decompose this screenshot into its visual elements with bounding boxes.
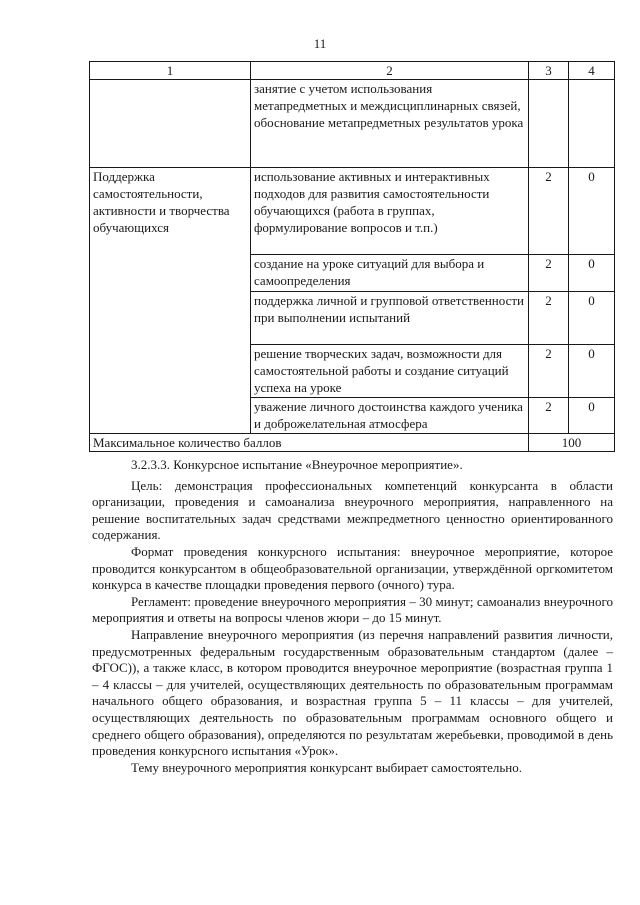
criteria-table — [89, 61, 615, 452]
total-label: Максимальное количество баллов — [90, 434, 529, 452]
indicator-cell: поддержка личной и групповой ответственности при выполнении испытаний — [251, 292, 529, 345]
max-score-cell: 2 — [529, 168, 569, 255]
paragraph-format: Формат проведения конкурсного испытания: внеурочное мероприятие, которое проводится конкурсантом в общеобразовательной организации, утверждённой оргкомитетом конкурса в качестве площадки проведения первого (очного) тура. — [92, 543, 613, 593]
total-value: 100 — [529, 434, 615, 452]
paragraph-regulation: Регламент: проведение внеурочного мероприятия – 30 минут; самоанализ внеурочного мероприятия и ответы на вопросы членов жюри – до 15 минут. — [92, 593, 613, 626]
min-score-cell: 0 — [569, 255, 615, 292]
header-col-4: 4 — [569, 62, 615, 80]
max-score-cell: 2 — [529, 398, 569, 434]
indicator-cell: решение творческих задач, возможности для самостоятельной работы и создание ситуаций успеха на уроке — [251, 345, 529, 398]
table-row — [90, 168, 615, 255]
criterion-cell: Поддержка самостоятельности, активности и творчества обучающихся — [90, 168, 251, 434]
criterion-cell-empty — [90, 80, 251, 168]
paragraph-direction: Направление внеурочного мероприятия (из перечня направлений развития личности, предусмотренных федеральным государственным образовательным стандартом (далее – ФГОС)), а также класс, в котором проводится внеурочное мероприятие (возрастная группа 1 – 4 классы – для учителей, осуществляющих деятельность по образовательным программам начального общего образования, и возрастная группа 5 – 11 классы – для учителей, осуществляющих деятельность по образовательным программам основного общего и среднего общего образования), определяются по результатам жеребьевки, проводимой в день проведения конкурсного испытания «Урок». — [92, 626, 613, 759]
indicator-cell: занятие с учетом использования метапредметных и междисциплинарных связей, обоснование метапредметных результатов урока — [251, 80, 529, 168]
indicator-cell: использование активных и интерактивных подходов для развития самостоятельности обучающихся (работа в группах, формулирование вопросов и т.п.) — [251, 168, 529, 255]
min-score-cell: 0 — [569, 398, 615, 434]
indicator-cell: уважение личного достоинства каждого ученика и доброжелательная атмосфера — [251, 398, 529, 434]
paragraph-goal: Цель: демонстрация профессиональных компетенций конкурсанта в области организации, проведения и самоанализа внеурочного мероприятия, направленного на решение воспитательных задач средствами межпредметного ценностно ориентированного содержания. — [92, 477, 613, 543]
min-score-cell: 0 — [569, 292, 615, 345]
max-score-cell — [529, 80, 569, 168]
table-row — [90, 80, 615, 168]
total-row — [90, 434, 615, 452]
max-score-cell: 2 — [529, 255, 569, 292]
indicator-cell: создание на уроке ситуаций для выбора и самоопределения — [251, 255, 529, 292]
header-col-1: 1 — [90, 62, 251, 80]
max-score-cell: 2 — [529, 292, 569, 345]
min-score-cell: 0 — [569, 168, 615, 255]
header-col-2: 2 — [251, 62, 529, 80]
header-col-3: 3 — [529, 62, 569, 80]
paragraph-topic: Тему внеурочного мероприятия конкурсант выбирает самостоятельно. — [131, 759, 522, 775]
table-header-row — [90, 62, 615, 80]
min-score-cell — [569, 80, 615, 168]
page-number: 11 — [313, 36, 327, 51]
min-score-cell: 0 — [569, 345, 615, 398]
body-text — [92, 457, 613, 776]
max-score-cell: 2 — [529, 345, 569, 398]
section-heading: 3.2.3.3. Конкурсное испытание «Внеурочное мероприятие». — [131, 457, 463, 472]
